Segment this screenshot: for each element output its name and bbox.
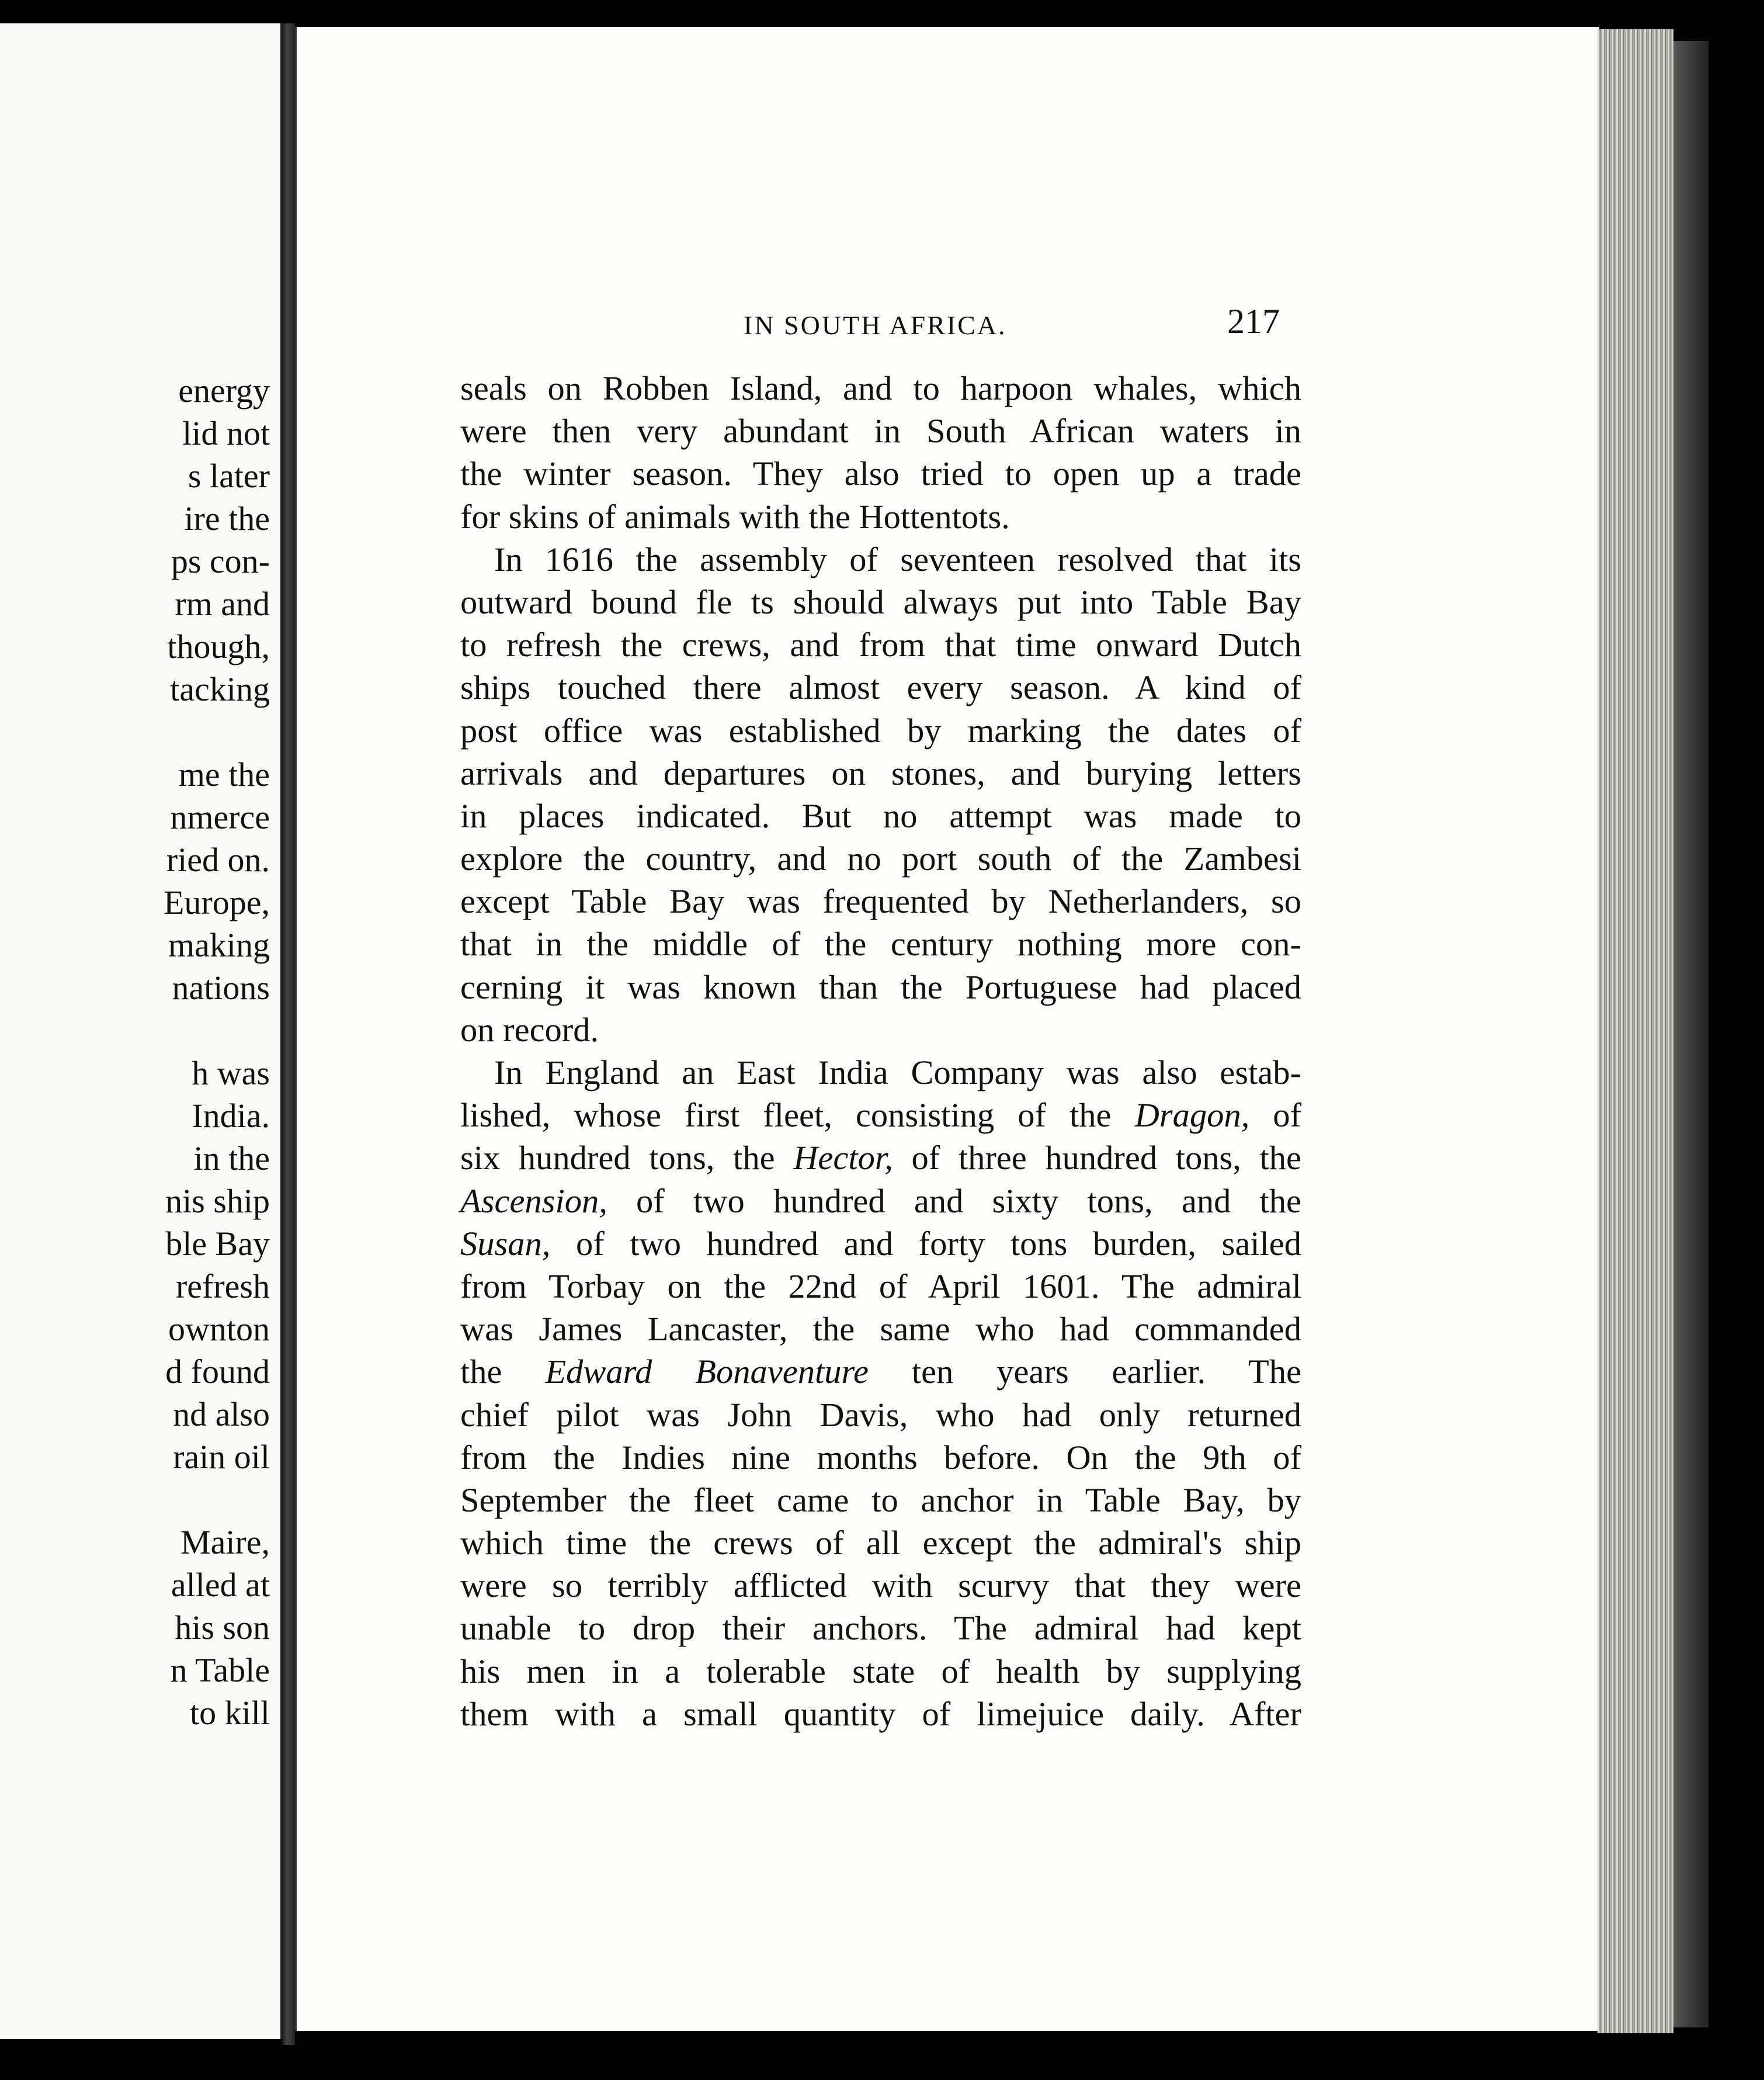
left-line: refresh xyxy=(175,1267,270,1305)
left-line: lid not xyxy=(182,414,270,452)
left-page-text xyxy=(0,369,270,1734)
left-line: tacking xyxy=(170,670,270,708)
book-cover-edge xyxy=(1673,41,1709,2027)
text-line: for skins of animals with the Hottentots. xyxy=(460,497,1010,536)
text-line: seals on Robben Island, and to harpoon whales, which xyxy=(460,369,1301,407)
left-line: Maire, xyxy=(180,1523,270,1561)
text-line: arrivals and departures on stones, and burying letters xyxy=(460,754,1301,792)
text-line: were so terribly afflicted with scurvy that they were xyxy=(460,1566,1301,1605)
ship-name: Dragon, xyxy=(1134,1096,1250,1135)
text-run: six hundred tons, the xyxy=(460,1139,775,1177)
page-number: 217 xyxy=(1227,302,1280,341)
text-line: In 1616 the assembly of seventeen resolved that its xyxy=(494,540,1301,578)
ship-name: Edward Bonaventure xyxy=(545,1353,869,1391)
text-line: ships touched there almost every season. A kind of xyxy=(460,668,1301,707)
left-line: though, xyxy=(167,628,270,665)
left-line: me the xyxy=(178,755,270,793)
book-gutter xyxy=(282,23,295,2045)
text-line: from the Indies nine months before. On the 9th of xyxy=(460,1438,1301,1476)
left-facing-page xyxy=(0,23,282,2039)
left-line: in the xyxy=(193,1139,270,1177)
text-line: except Table Bay was frequented by Netherlanders, so xyxy=(460,882,1301,921)
running-head: IN SOUTH AFRICA. xyxy=(744,310,1007,340)
text-run: ten years earlier. The xyxy=(911,1353,1301,1391)
text-line: post office was established by marking the dates of xyxy=(460,711,1301,750)
text-run: of two hundred and forty tons burden, sailed xyxy=(575,1224,1302,1263)
left-line: ps con- xyxy=(171,542,270,580)
left-line: making xyxy=(168,926,270,964)
text-line: them with a small quantity of limejuice daily. After xyxy=(460,1694,1301,1733)
text-line: to refresh the crews, and from that time onward Dutch xyxy=(460,626,1301,664)
left-line: nations xyxy=(172,969,270,1007)
left-line: ried on. xyxy=(166,841,270,879)
text-run: of two hundred and sixty tons, and the xyxy=(636,1181,1302,1220)
ship-name: Ascension, xyxy=(460,1181,607,1220)
book-fore-edge xyxy=(1598,29,1673,2033)
left-line: energy xyxy=(178,372,270,410)
text-line: the winter season. They also tried to open up a trade xyxy=(460,455,1301,493)
left-line: h was xyxy=(192,1054,270,1092)
left-line: s later xyxy=(187,457,270,495)
text-line: unable to drop their anchors. The admiral had kept xyxy=(460,1609,1301,1648)
ship-name: Susan, xyxy=(460,1224,551,1263)
body-text xyxy=(460,367,1301,1735)
text-line: was James Lancaster, the same who had commanded xyxy=(460,1310,1301,1348)
text-line: from Torbay on the 22nd of April 1601. The admiral xyxy=(460,1267,1301,1305)
left-line xyxy=(0,1009,270,1052)
left-line: nis ship xyxy=(165,1182,270,1220)
text-line: explore the country, and no port south of the Zambesi xyxy=(460,840,1301,878)
text-line: In England an East India Company was also estab- xyxy=(494,1053,1301,1091)
left-line: nd also xyxy=(173,1395,270,1433)
left-line: n Table xyxy=(170,1651,270,1689)
text-line: in places indicated. But no attempt was made to xyxy=(460,796,1301,835)
text-line xyxy=(460,1180,1301,1222)
text-line: cerning it was known than the Portuguese had placed xyxy=(460,968,1301,1006)
text-run: lished, whose first fleet, consisting of the xyxy=(460,1096,1112,1135)
left-line: ownton xyxy=(168,1310,270,1348)
left-line: Europe, xyxy=(164,883,270,921)
left-line: alled at xyxy=(171,1566,270,1604)
text-line: chief pilot was John Davis, who had only returned xyxy=(460,1395,1301,1434)
text-line xyxy=(460,1350,1301,1393)
left-line: nmerce xyxy=(170,798,270,836)
left-line: d found xyxy=(165,1353,270,1391)
left-line: rain oil xyxy=(173,1438,270,1476)
main-page xyxy=(295,27,1599,2031)
text-line xyxy=(460,1136,1301,1179)
left-line: ire the xyxy=(184,500,270,538)
text-line: that in the middle of the century nothing more con- xyxy=(460,925,1301,963)
text-run: of xyxy=(1273,1096,1302,1135)
text-line: on record. xyxy=(460,1010,599,1049)
text-line xyxy=(460,1094,1301,1136)
text-line: his men in a tolerable state of health by supplying xyxy=(460,1652,1301,1690)
left-line: ble Bay xyxy=(165,1225,270,1263)
left-line: to kill xyxy=(190,1694,270,1732)
text-run: the xyxy=(460,1353,502,1391)
text-line: which time the crews of all except the admiral's ship xyxy=(460,1524,1301,1562)
text-line xyxy=(460,1222,1301,1265)
left-line xyxy=(0,710,270,753)
left-line: rm and xyxy=(175,585,270,623)
text-line: were then very abundant in South African waters in xyxy=(460,412,1301,450)
text-line: outward bound fle ts should always put into Table Bay xyxy=(460,583,1301,621)
left-line: his son xyxy=(175,1608,270,1646)
text-run: of three hundred tons, the xyxy=(911,1139,1301,1177)
ship-name: Hector, xyxy=(793,1139,893,1177)
left-line: India. xyxy=(192,1097,270,1135)
left-line xyxy=(0,1478,270,1521)
text-line: September the fleet came to anchor in Table Bay, by xyxy=(460,1481,1301,1519)
